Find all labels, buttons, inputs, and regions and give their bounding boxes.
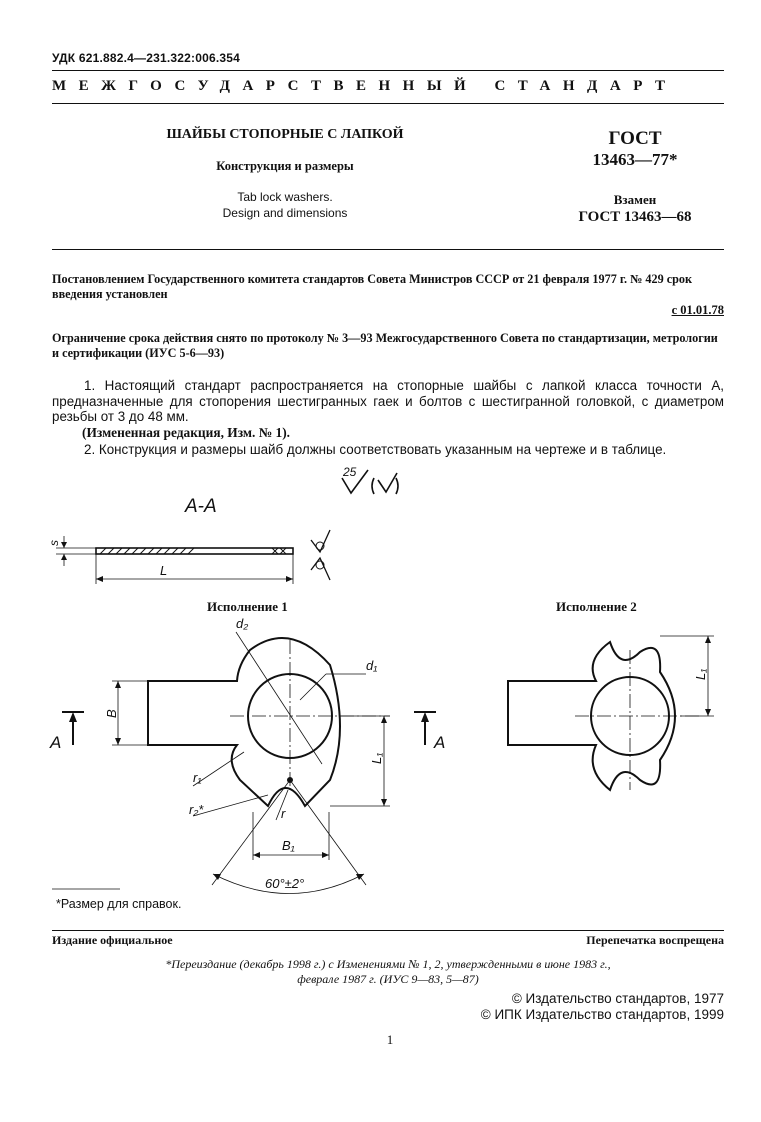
label-d2: d₂ bbox=[236, 616, 249, 631]
clause-2: 2. Конструкция и размеры шайб должны соответствовать указанным на чертеже и в таблице. bbox=[84, 442, 667, 457]
title-en-line2: Design and dimensions bbox=[222, 206, 348, 220]
label-L1-v1: L₁ bbox=[369, 752, 384, 764]
washer-variant1 bbox=[148, 638, 390, 806]
dim-s: s bbox=[47, 540, 61, 546]
washer-drawing bbox=[0, 460, 761, 920]
section-label: A-A bbox=[185, 496, 217, 517]
footer-rule bbox=[52, 930, 724, 931]
washer-variant2 bbox=[508, 642, 700, 790]
reprint-label: Перепечатка воспрещена bbox=[586, 933, 724, 947]
gost-label: ГОСТ bbox=[608, 128, 662, 149]
title-en-line1: Tab lock washers. bbox=[237, 190, 333, 204]
reissue-line2: феврале 1987 г. (ИУС 9—83, 5—87) bbox=[297, 972, 479, 986]
header-rule-bottom bbox=[52, 103, 724, 104]
section-profile bbox=[56, 530, 330, 584]
label-angle: 60°±2° bbox=[265, 876, 305, 891]
label-d1: d₁ bbox=[366, 658, 378, 673]
title-ru: ШАЙБЫ СТОПОРНЫЕ С ЛАПКОЙ bbox=[166, 127, 404, 142]
label-B: B bbox=[104, 709, 119, 718]
udk-code: УДК 621.882.4—231.322:006.354 bbox=[52, 51, 240, 65]
subtitle-ru: Конструкция и размеры bbox=[216, 159, 354, 173]
edition-label: Издание официальное bbox=[52, 933, 173, 947]
dim-L: L bbox=[160, 563, 168, 578]
copyright-1977: © Издательство стандартов, 1977 bbox=[511, 991, 724, 1006]
copyright-1999: © ИПК Издательство стандартов, 1999 bbox=[480, 1007, 724, 1022]
label-L1-v2: L₁ bbox=[693, 668, 708, 680]
variant1-label: Исполнение 1 bbox=[207, 599, 288, 614]
clause-1: 1. Настоящий стандарт распространяется на стопорные шайбы с лапкой класса точности А, предназначенные для стопорения шестигранных гаек и болтов с шестигранной головкой, с диаметром резьбы от 3 до 48 мм. bbox=[52, 378, 724, 424]
arrow-label-right: A bbox=[434, 733, 446, 752]
decree-text: Постановлением Государственного комитета стандартов Совета Министров СССР от 21 февраля 1977 г. № 429 срок введения установлен bbox=[52, 272, 693, 301]
footnote: *Размер для справок. bbox=[56, 897, 182, 911]
label-r: r bbox=[281, 806, 286, 821]
replaces-label: Взамен bbox=[613, 192, 657, 207]
reissue-line1: *Переиздание (декабрь 1998 г.) с Изменениями № 1, 2, утвержденными в июне 1983 г., bbox=[165, 957, 611, 971]
label-B1: B₁ bbox=[282, 838, 295, 853]
gost-number: 13463—77* bbox=[592, 150, 678, 169]
arrow-label-left: A bbox=[50, 733, 62, 752]
variant2-label: Исполнение 2 bbox=[556, 599, 637, 614]
title-rule bbox=[52, 249, 724, 250]
header-rule-top bbox=[52, 70, 724, 71]
standard-type-banner: МЕЖГОСУДАРСТВЕННЫЙ СТАНДАРТ bbox=[52, 78, 678, 94]
amendment-note: (Измененная редакция, Изм. № 1). bbox=[82, 425, 291, 440]
limitation-text: Ограничение срока действия снято по протоколу № 3—93 Межгосударственного Совета по стандартизации, метрологии и сертификации (ИУС 5-6—93) bbox=[52, 331, 718, 360]
page-number: 1 bbox=[386, 1032, 394, 1047]
label-r1: r₁ bbox=[193, 770, 202, 785]
replaces-number: ГОСТ 13463—68 bbox=[578, 209, 692, 225]
variant1-dimensions bbox=[112, 632, 390, 894]
label-r2: r₂* bbox=[189, 802, 204, 817]
roughness-value: 25 bbox=[343, 465, 357, 479]
decree-date: с 01.01.78 bbox=[671, 303, 724, 317]
